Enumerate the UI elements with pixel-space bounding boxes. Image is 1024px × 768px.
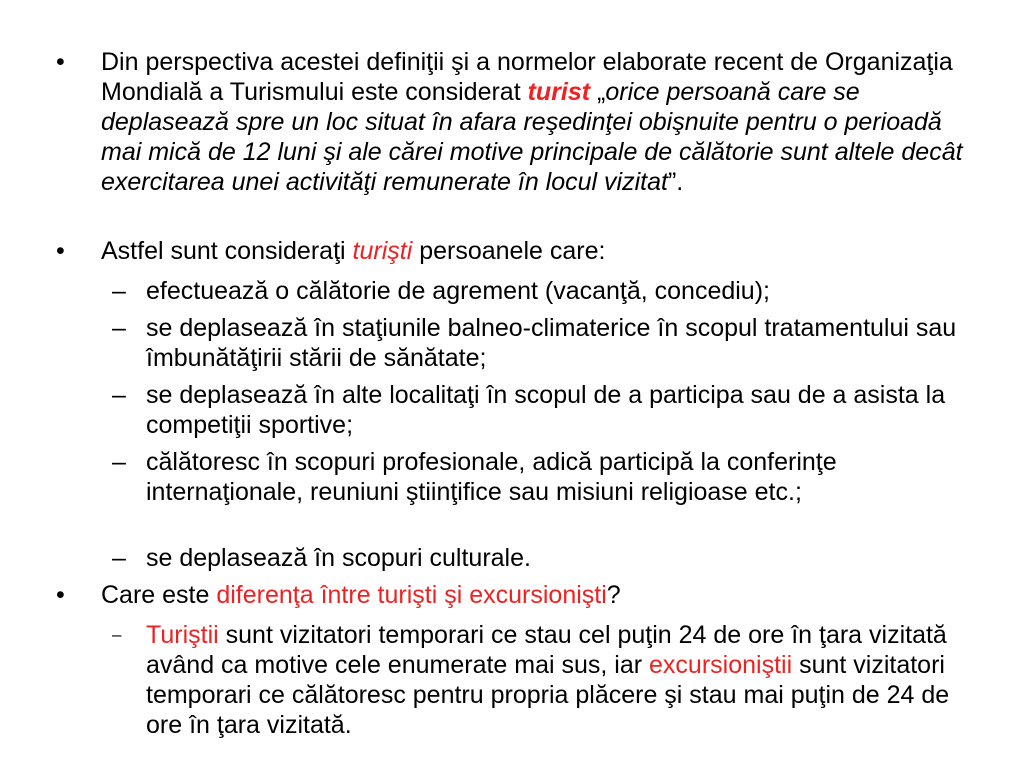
text-run: Astfel sunt consideraţi bbox=[101, 237, 353, 265]
bullet-text bbox=[101, 236, 974, 266]
bullet-icon: • bbox=[56, 581, 65, 609]
sub-item-text bbox=[146, 620, 974, 740]
dash-icon: – bbox=[112, 544, 126, 572]
sub-item-text: se deplasează în scopuri culturale. bbox=[146, 544, 531, 572]
sub-item-balneo bbox=[112, 313, 974, 373]
text-run: Care este bbox=[101, 581, 217, 609]
definition-quote: orice persoană care se deplasează spre un loc situat în afara reşedinţei obişnuite pentru o perioadă mai mică de 12 luni şi ale cărei motive principale de călătorie sunt altele decât exercitarea unei activităţi remunerate în locul vizitat bbox=[101, 78, 963, 196]
text-run: „ bbox=[590, 78, 606, 106]
sub-item-profesional bbox=[112, 447, 974, 507]
sub-item-cultural bbox=[112, 543, 974, 573]
sub-item-text: se deplasează în staţiunile balneo-climaterice în scopul tratamentului sau îmbunătăţirii stării de sănătate; bbox=[146, 314, 957, 372]
dash-icon: – bbox=[112, 277, 126, 305]
text-run: Din perspectiva acestei definiţii şi a normelor elaborate recent de Organizaţia Mondială a Turismului este considerat bbox=[101, 48, 953, 106]
text-run: ? bbox=[606, 581, 621, 609]
highlight-excursionistii: excursioniştii bbox=[649, 651, 793, 679]
bullet-item-definition bbox=[56, 47, 974, 197]
highlight-difference: diferenţa între turişti şi excursionişti bbox=[216, 581, 607, 609]
sub-item-answer bbox=[112, 620, 974, 740]
sub-item-sport bbox=[112, 380, 974, 440]
dash-icon: – bbox=[112, 381, 126, 409]
highlight-turist: turist bbox=[527, 78, 591, 106]
bullet-text bbox=[101, 580, 974, 610]
sub-item-text: efectuează o călătorie de agrement (vacanţă, concediu); bbox=[146, 277, 770, 305]
sub-item-text: se deplasează în alte localitaţi în scopul de a participa sau de a asista la competiţii sportive; bbox=[146, 381, 946, 439]
bullet-icon: • bbox=[56, 237, 65, 265]
dash-icon: – bbox=[112, 314, 126, 342]
highlight-turistii: Turiştii bbox=[146, 621, 219, 649]
text-run: sunt vizitatori temporari ce călătoresc pentru propria plăcere şi stau mai puţin de 24 de ore în ţara vizitată. bbox=[146, 651, 950, 739]
bullet-text bbox=[101, 47, 974, 197]
dash-icon: – bbox=[112, 448, 126, 476]
bullet-item-considered bbox=[56, 236, 974, 266]
text-run: ”. bbox=[667, 168, 684, 196]
dash-icon: – bbox=[112, 625, 122, 644]
text-run: persoanele care: bbox=[412, 237, 606, 265]
highlight-turisti: turişti bbox=[352, 237, 413, 265]
bullet-icon: • bbox=[56, 48, 65, 76]
text-run: sunt vizitatori temporari ce stau cel puţin 24 de ore în ţara vizitată având ca motive cele enumerate mai sus, iar bbox=[146, 621, 947, 679]
sub-item-text: călătoresc în scopuri profesionale, adică participă la conferinţe internaţionale, reuniuni ştiinţifice sau misiuni religioase etc.; bbox=[146, 448, 837, 506]
bullet-item-question bbox=[56, 580, 974, 610]
sub-item-agrement bbox=[112, 276, 974, 306]
